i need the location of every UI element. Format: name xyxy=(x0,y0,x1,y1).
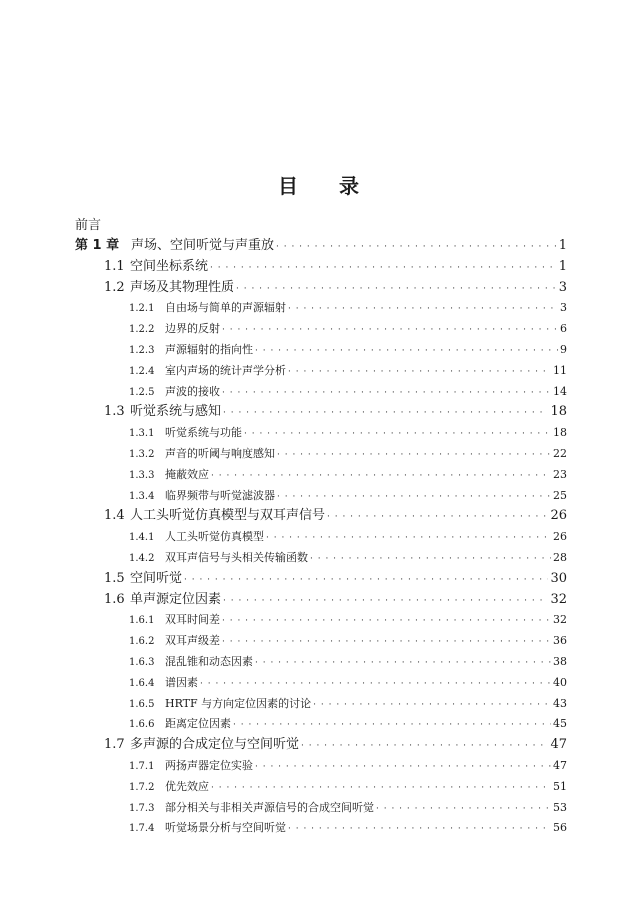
toc-subsection-entry[interactable] xyxy=(129,548,567,568)
toc-subsection-entry[interactable] xyxy=(129,818,567,838)
toc-section-entry[interactable] xyxy=(104,735,567,755)
toc-subsection-entry[interactable] xyxy=(129,694,567,714)
toc-entry-title: 掩蔽效应 xyxy=(165,467,209,481)
toc-entry-page: 23 xyxy=(553,467,567,481)
toc-chapter-entry[interactable] xyxy=(75,236,567,256)
toc-entry-title: 优先效应 xyxy=(165,779,209,793)
toc-entry-title: 空间听觉 xyxy=(130,570,183,586)
toc-entry-page: 36 xyxy=(553,634,567,648)
toc-section-entry[interactable] xyxy=(104,590,567,610)
toc-entry-title: 声音的听阈与响度感知 xyxy=(165,447,275,460)
toc-entry-number: 1.6.3 xyxy=(129,657,155,668)
toc-leader-dots xyxy=(223,590,548,611)
toc-subsection-entry[interactable] xyxy=(129,465,567,485)
toc-entry-number: 1.2.1 xyxy=(129,303,155,315)
toc-entry-title: 声源辐射的指向性 xyxy=(165,343,253,356)
toc-entry-page: 28 xyxy=(553,551,567,564)
toc-entry-title: 人工头听觉仿真模型与双耳声信号 xyxy=(130,508,326,524)
toc-entry-page: 9 xyxy=(560,343,567,356)
toc-subsection-entry[interactable] xyxy=(129,340,567,360)
toc-entry-title: 多声源的合成定位与空间听觉 xyxy=(130,737,300,753)
toc-subsection-entry[interactable] xyxy=(129,756,567,776)
toc-leader-dots xyxy=(266,527,551,548)
toc-entry-title: 混乱锥和动态因素 xyxy=(165,655,253,668)
toc-entry-number: 1.4.1 xyxy=(129,532,155,544)
toc-entry-number: 1.3.2 xyxy=(129,449,155,460)
toc-entry-number: 1.4 xyxy=(104,508,125,524)
toc-entry-title: 临界频带与听觉滤波器 xyxy=(165,488,275,502)
toc-section-entry[interactable] xyxy=(104,569,567,589)
toc-entry-page: 43 xyxy=(553,696,567,710)
toc-subsection-entry[interactable] xyxy=(129,631,567,651)
toc-entry-title: 空间坐标系统 xyxy=(130,258,209,274)
toc-entry-number: 1.6.6 xyxy=(129,719,155,731)
toc-entry-title: 两扬声器定位实验 xyxy=(165,759,253,772)
toc-entry-page: 53 xyxy=(553,800,567,814)
toc-entry-title: 听觉场景分析与空间听觉 xyxy=(165,821,286,835)
toc-entry-page: 11 xyxy=(553,363,567,377)
toc-entry-page: 25 xyxy=(553,488,567,502)
toc-entry-page: 30 xyxy=(550,570,567,586)
toc-entry-number: 1.6.2 xyxy=(129,636,155,648)
toc-entry-number: 1.6 xyxy=(104,591,125,607)
toc-subsection-entry[interactable] xyxy=(129,382,567,402)
toc-entry-title: 双耳时间差 xyxy=(165,613,220,627)
toc-entry-number: 1.7.1 xyxy=(129,761,155,772)
toc-subsection-entry[interactable] xyxy=(129,444,567,464)
toc-subsection-entry[interactable] xyxy=(129,652,567,672)
toc-leader-dots xyxy=(288,818,551,839)
toc-entry-number: 1.7 xyxy=(104,737,125,753)
toc-entry-number: 1.4.2 xyxy=(129,553,155,564)
toc-leader-dots xyxy=(223,402,548,423)
toc-entry-number: 第 1 章 xyxy=(75,238,120,253)
toc-leader-dots xyxy=(327,506,548,527)
toc-subsection-entry[interactable] xyxy=(129,673,567,693)
toc-entry-page: 6 xyxy=(560,322,567,336)
title-char-1: 目 xyxy=(278,174,299,198)
toc-leader-dots xyxy=(244,423,551,444)
toc-leader-dots xyxy=(255,652,551,673)
toc-subsection-entry[interactable] xyxy=(129,777,567,797)
toc-entry-page: 18 xyxy=(550,404,567,420)
toc-entry-page: 1 xyxy=(558,238,567,253)
toc-entry-page: 40 xyxy=(553,675,567,689)
toc-entry-number: 1.7.4 xyxy=(129,823,155,835)
toc-entry-number: 1.2 xyxy=(104,279,125,295)
toc-leader-dots xyxy=(200,673,551,694)
toc-entry-page: 18 xyxy=(553,426,567,440)
toc-leader-dots xyxy=(376,798,551,819)
toc-entry-page: 47 xyxy=(550,737,567,753)
toc-entry-page: 26 xyxy=(553,530,567,544)
toc-entry-page: 51 xyxy=(553,779,567,793)
toc-subsection-entry[interactable] xyxy=(129,298,567,318)
toc-entry-number: 1.3 xyxy=(104,404,125,420)
toc-leader-dots xyxy=(276,236,557,257)
toc-entry-page: 26 xyxy=(550,508,567,524)
toc-leader-dots xyxy=(222,631,551,652)
toc-leader-dots xyxy=(236,278,557,299)
toc-leader-dots xyxy=(288,361,551,382)
toc-leader-dots xyxy=(301,735,548,756)
toc-leader-dots xyxy=(211,465,551,486)
toc-section-entry[interactable] xyxy=(104,506,567,526)
toc-entry-title: 自由场与简单的声源辐射 xyxy=(165,301,286,315)
toc-entry-title: 单声源定位因素 xyxy=(130,591,222,607)
toc-entry-title: 人工头听觉仿真模型 xyxy=(165,530,264,544)
toc-entry-title: 双耳声级差 xyxy=(165,634,220,648)
toc-entry-number: 1.2.5 xyxy=(129,386,155,398)
toc-entry-number: 1.3.4 xyxy=(129,490,155,502)
toc-entry-number: 1.7.3 xyxy=(129,802,155,814)
toc-section-entry[interactable] xyxy=(104,402,567,422)
toc-entry-title: 声波的接收 xyxy=(165,384,220,398)
toc-entry-title: 双耳声信号与头相关传输函数 xyxy=(165,551,308,564)
toc-leader-dots xyxy=(313,694,551,715)
toc-entry-number: 1.6.1 xyxy=(129,615,155,627)
toc-entry-number: 1.3.1 xyxy=(129,428,155,440)
toc-subsection-entry[interactable] xyxy=(129,486,567,506)
toc-leader-dots xyxy=(222,319,558,340)
toc-leader-dots xyxy=(211,777,551,798)
toc-entry-title: 声场、空间听觉与声重放 xyxy=(131,238,275,253)
toc-entry-page: 1 xyxy=(558,258,567,274)
toc-entry-number: 1.6.5 xyxy=(129,698,155,710)
toc-entry-page: 32 xyxy=(550,591,567,607)
toc-entry-page: 38 xyxy=(553,655,567,668)
toc-subsection-entry[interactable] xyxy=(129,361,567,381)
toc-entry-number: 1.3.3 xyxy=(129,469,155,481)
toc-subsection-entry[interactable] xyxy=(129,714,567,734)
toc-entry-number: 1.5 xyxy=(104,570,125,586)
toc-leader-dots xyxy=(210,257,557,278)
toc-leader-dots xyxy=(222,382,551,403)
toc-entry-title: 声场及其物理性质 xyxy=(130,279,235,295)
toc-leader-dots xyxy=(184,569,548,590)
toc-entry-page: 22 xyxy=(553,447,567,460)
toc-entry-page: 3 xyxy=(560,301,567,315)
toc-leader-dots xyxy=(288,298,558,319)
toc-subsection-entry[interactable] xyxy=(129,527,567,547)
toc-section-entry[interactable] xyxy=(104,257,567,277)
toc-entry-number: 1.7.2 xyxy=(129,781,155,793)
toc-subsection-entry[interactable] xyxy=(129,319,567,339)
toc-entry-title: 部分相关与非相关声源信号的合成空间听觉 xyxy=(165,800,374,814)
toc-leader-dots xyxy=(255,756,551,777)
toc-leader-dots xyxy=(255,340,558,361)
toc-entry-number: 1.2.3 xyxy=(129,345,155,356)
page-title xyxy=(0,170,638,199)
toc-entry-page: 45 xyxy=(553,717,567,731)
toc-entry-title: 边界的反射 xyxy=(165,322,220,336)
toc-leader-dots xyxy=(222,610,551,631)
toc-entry-title: HRTF 与方向定位因素的讨论 xyxy=(165,696,312,710)
toc-subsection-entry[interactable] xyxy=(129,610,567,630)
toc-entry-number: 1.6.4 xyxy=(129,677,155,689)
toc-entry-number: 1.1 xyxy=(104,258,125,274)
toc-leader-dots xyxy=(233,714,551,735)
toc-entry-title: 室内声场的统计声学分析 xyxy=(165,363,286,377)
toc-leader-dots xyxy=(310,548,551,569)
toc-leader-dots xyxy=(277,486,551,507)
toc-entry-page: 14 xyxy=(553,384,567,398)
toc-entry-title: 听觉系统与功能 xyxy=(165,426,242,440)
toc-entry-title: 谱因素 xyxy=(165,675,198,689)
toc-entry-page: 56 xyxy=(553,821,567,835)
toc-entry-title: 距离定位因素 xyxy=(165,717,231,731)
toc-entry-title: 听觉系统与感知 xyxy=(130,404,222,420)
preface-entry[interactable] xyxy=(75,216,101,236)
toc-entry-page: 47 xyxy=(553,759,567,772)
title-char-2: 录 xyxy=(339,174,360,198)
toc-section-entry[interactable] xyxy=(104,278,567,298)
preface-label: 前言 xyxy=(75,218,102,233)
toc-entry-page: 3 xyxy=(558,279,567,295)
toc-entry-number: 1.2.4 xyxy=(129,365,155,377)
toc-entry-page: 32 xyxy=(553,613,567,627)
toc-leader-dots xyxy=(277,444,551,465)
toc-entry-number: 1.2.2 xyxy=(129,324,155,336)
toc-subsection-entry[interactable] xyxy=(129,423,567,443)
toc-subsection-entry[interactable] xyxy=(129,798,567,818)
